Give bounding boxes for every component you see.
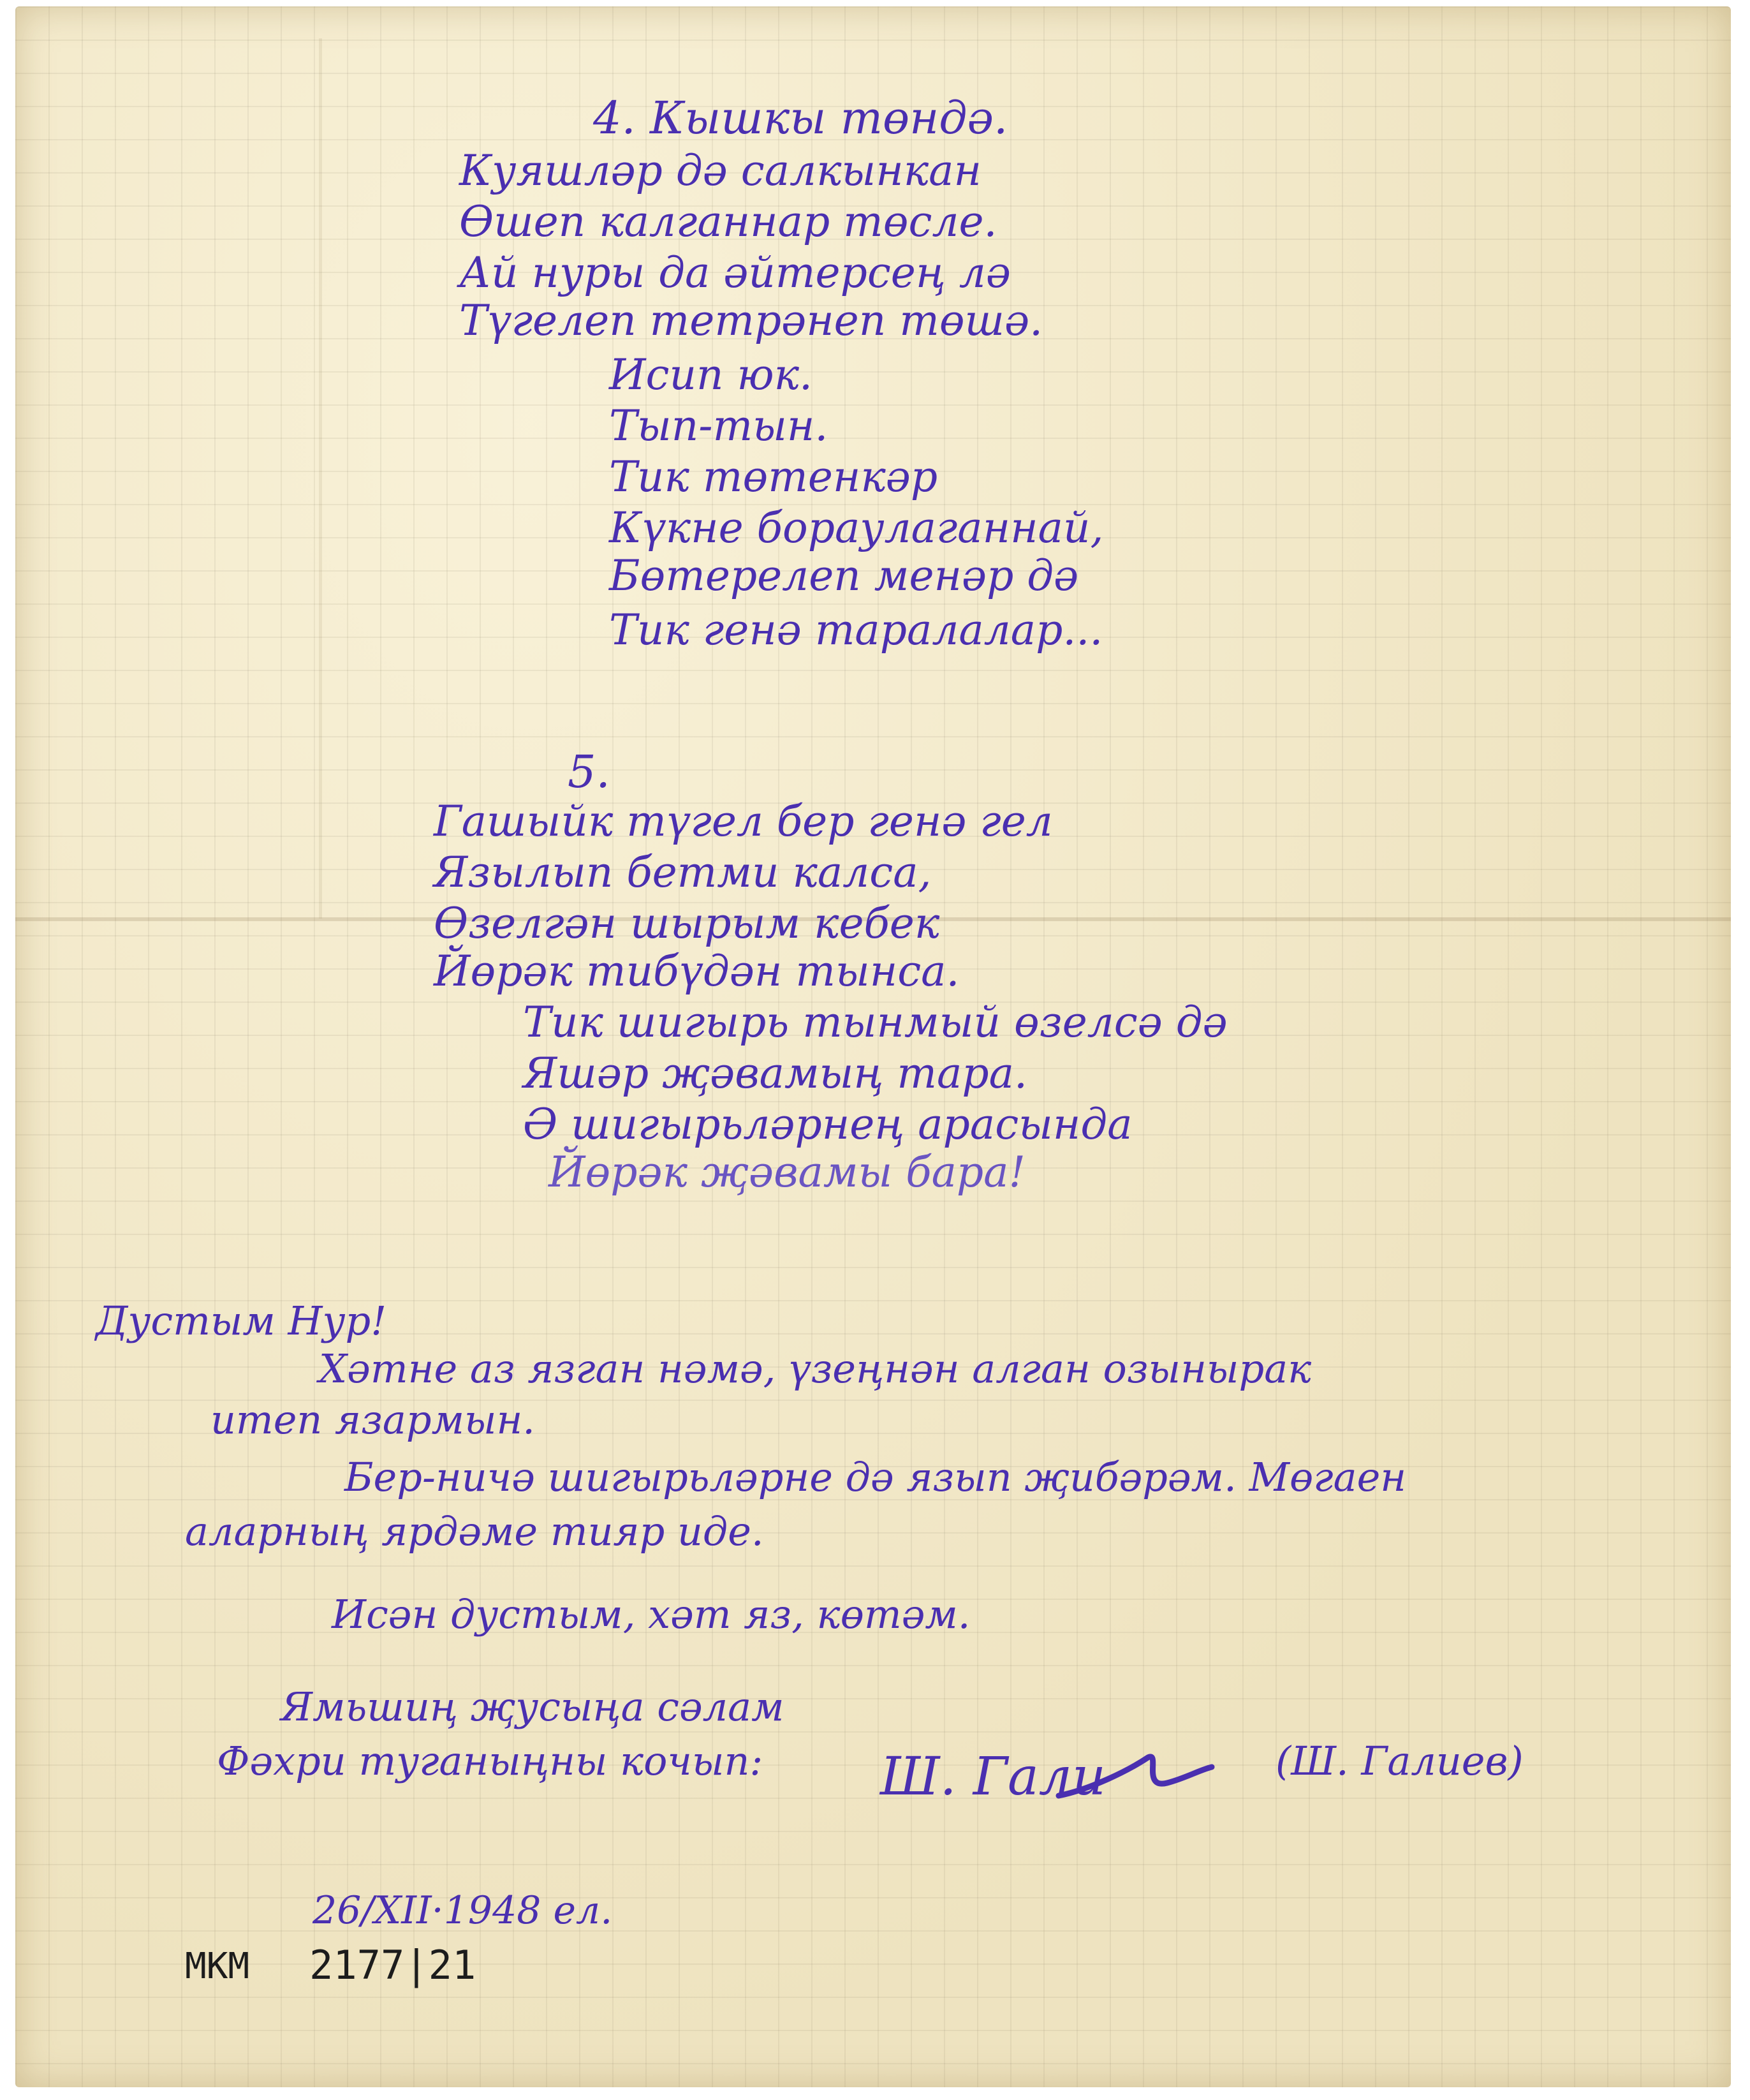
letter-wish: Исән дустым, хәт яз, көтәм. <box>332 1591 971 1638</box>
letter-greeting: Дустым Нур! <box>96 1298 387 1344</box>
archive-code: МКМ <box>185 1946 250 1987</box>
letter-paragraph1-line2: итеп язармын. <box>210 1396 536 1443</box>
poem5-line-4: Йөрәк тибүдән тынса. <box>434 947 960 996</box>
letter-paragraph1-line1: Хәтне аз язган нәмә, үзеңнән алган озынырак <box>319 1345 1312 1392</box>
signature-name-parenthetical: (Ш. Галиев) <box>1276 1738 1524 1784</box>
poem5-line-2: Язылып бетми калса, <box>434 848 932 897</box>
poem5-line-1: Гашыйк түгел бер генә гел <box>434 797 1053 846</box>
archive-number: 2177|21 <box>309 1942 476 1988</box>
poem5-line-3: Өзелгән шырым кебек <box>434 899 940 948</box>
poem5-heading: 5. <box>568 746 610 798</box>
signature-flourish <box>1052 1745 1218 1815</box>
letter-date: 26/XII·1948 ел. <box>312 1888 613 1933</box>
letter-paragraph2-line2: аларның ярдәме тияр иде. <box>185 1508 764 1555</box>
poem5-line-6: Яшәр җәвамың тара. <box>523 1049 1027 1098</box>
poem4-line-3: Ай нуры да әйтерсең лә <box>459 248 1011 297</box>
poem4-line-2: Өшеп калганнар төсле. <box>459 197 997 246</box>
poem4-heading: 4. Кышкы төндә. <box>593 92 1008 144</box>
paper-fold-vertical <box>319 38 322 919</box>
letter-closing-line1: Ямьшиң җусыңа сәлам <box>281 1683 784 1730</box>
poem4-line-4: Түгелеп тетрәнеп төшә. <box>459 296 1043 345</box>
signature: Ш. Гали <box>880 1747 1106 1807</box>
poem4-line-10: Тик генә таралалар... <box>609 605 1103 654</box>
poem5-line-5: Тик шигырь тынмый өзелсә дә <box>523 998 1228 1047</box>
poem4-line-9: Бөтерелеп менәр дә <box>609 551 1079 600</box>
poem4-line-8: Күкне бораулаганнай, <box>609 503 1104 552</box>
poem4-line-6: Тып-тын. <box>609 401 828 450</box>
letter-closing-line2: Фәхри туганыңны кочып: <box>217 1738 763 1784</box>
poem4-line-1: Куяшләр дә салкынкан <box>459 146 982 195</box>
poem5-line-8: Йөрәк җәвамы бара! <box>548 1148 1026 1197</box>
letter-paragraph2-line1: Бер-ничә шигырьләрне дә язып җибәрәм. Мөгаен <box>344 1454 1407 1500</box>
poem4-line-7: Тик төтенкәр <box>609 452 938 501</box>
poem4-line-5: Исип юк. <box>609 350 813 399</box>
poem5-line-7: Ә шигырьләрнең арасында <box>523 1100 1133 1149</box>
